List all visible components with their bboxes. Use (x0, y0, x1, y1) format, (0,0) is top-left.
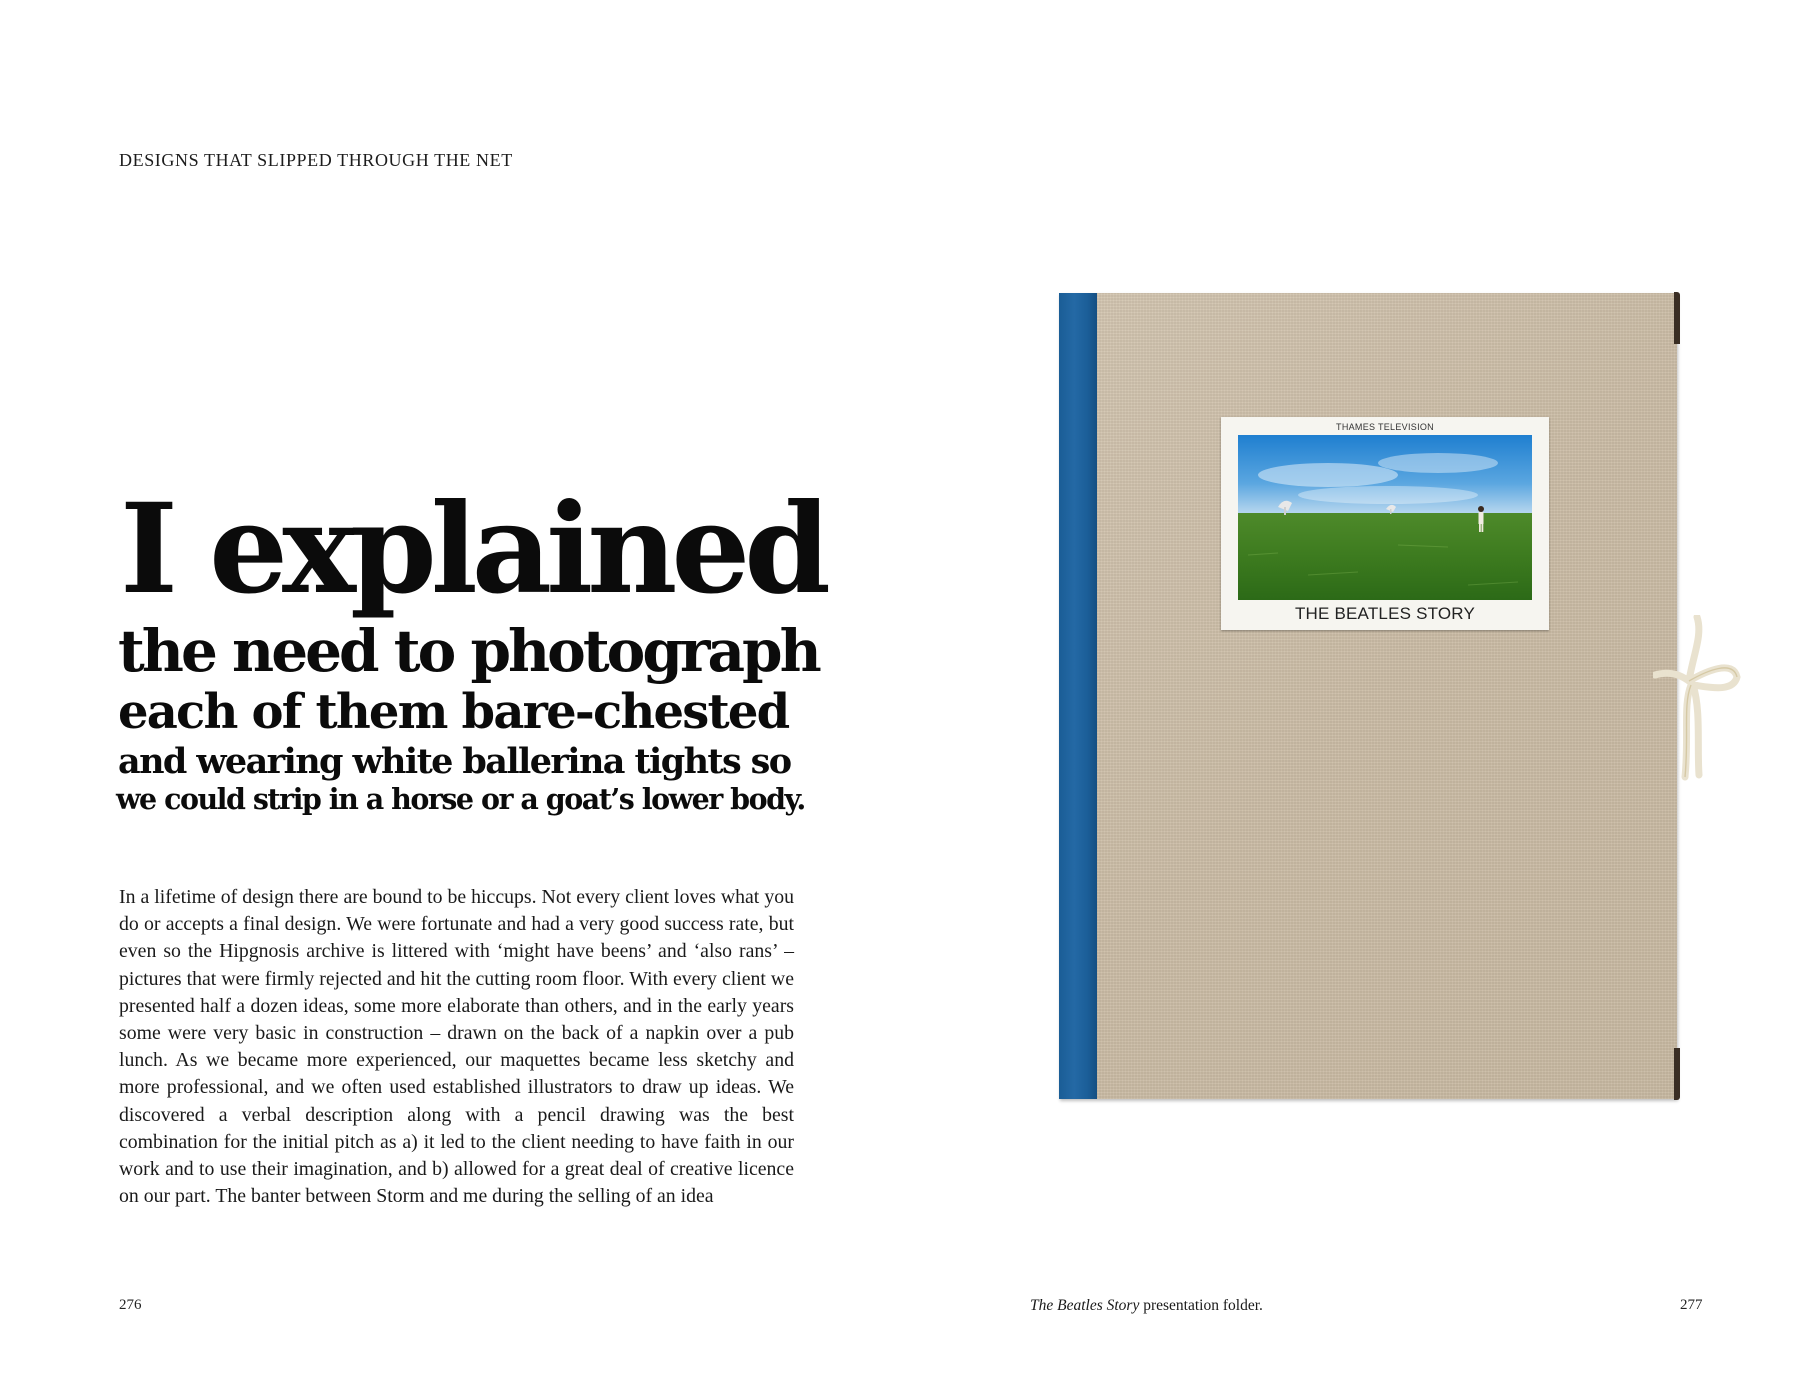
folder-label (1221, 417, 1549, 630)
caption-title: The Beatles Story (1030, 1297, 1140, 1314)
page-number-left: 276 (119, 1297, 142, 1313)
headline-line-4: and wearing white ballerina tights so (118, 741, 791, 782)
folder-board (1059, 293, 1677, 1099)
page-number-right: 277 (1680, 1297, 1703, 1313)
pull-quote-headline (116, 477, 826, 816)
headline-line-2: the need to photograph (118, 617, 819, 685)
figure-caption (1030, 1297, 1263, 1315)
label-photo (1238, 435, 1532, 600)
presentation-folder-photo (1059, 293, 1677, 1099)
headline-line-1: I explained (120, 477, 826, 622)
running-head: DESIGNS THAT SLIPPED THROUGH THE NET (119, 150, 513, 170)
caption-text: presentation folder. (1139, 1297, 1263, 1314)
label-title: THE BEATLES STORY (1294, 604, 1476, 623)
folder-spine (1059, 293, 1097, 1099)
headline-line-3: each of them bare-chested (118, 684, 789, 740)
folder-corner-bottom (1674, 1048, 1680, 1100)
body-paragraph: In a lifetime of design there are bound to be hiccups. Not every client loves what you do or accepts a final design. We were fortunate and had a very good success rate, but even so the Hipgnosis archive is littered with ‘might have beens’ and ‘also rans’ – pictures that were firmly rejected and hit the cutting room floor. With every client we presented half a dozen ideas, some more elaborate than others, and in the early years some were very basic in construction – drawn on the back of a napkin over a pub lunch. As we became more experienced, our maquettes became less sketchy and more professional, and we often used established illustrators to draw up ideas. We discovered a verbal description along with a pencil drawing was the best combination for the initial pitch as a) it led to the client needing to have faith in our work and to use their imagination, and b) allowed for a great deal of creative licence on our part. The banter between Storm and me during the selling of an idea (119, 886, 794, 1208)
field-photo-image (1238, 435, 1532, 600)
right-page (904, 0, 1808, 1382)
ribbon-tie (1653, 615, 1743, 785)
folder-corner-top (1674, 292, 1680, 344)
headline-line-5: we could strip in a horse or a goat’s lower body. (116, 782, 805, 816)
label-publisher: THAMES TELEVISION (1336, 422, 1434, 432)
